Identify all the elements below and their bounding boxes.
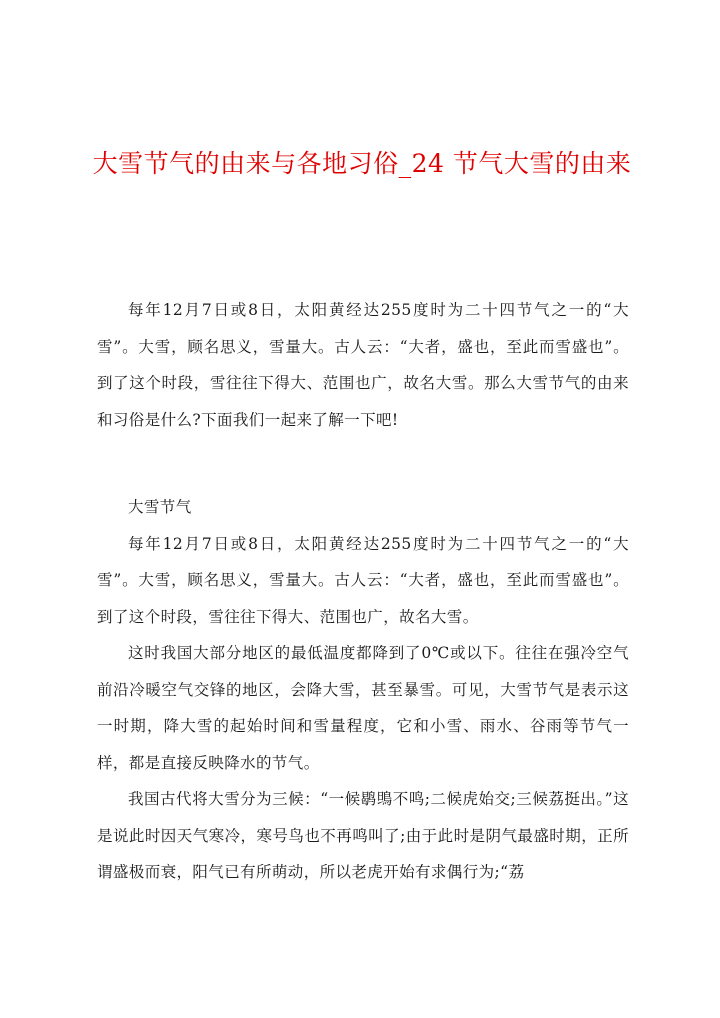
body-paragraph: 每年12月7日或8日，太阳黄经达255度时为二十四节气之一的“大雪”。大雪，顾名思义，雪量大。古人云：“大者，盛也，至此而雪盛也”。到了这个时段，雪往往下得大、范围也广，故名大雪。 bbox=[97, 534, 629, 626]
intro-paragraph: 每年12月7日或8日，太阳黄经达255度时为二十四节气之一的“大雪”。大雪，顾名思义，雪量大。古人云：“大者，盛也，至此而雪盛也”。到了这个时段，雪往往下得大、范围也广，故名大雪。那么大雪节气的由来和习俗是什么?下面我们一起来了解一下吧! bbox=[97, 301, 629, 429]
document-body bbox=[97, 292, 629, 891]
body-paragraph: 这时我国大部分地区的最低温度都降到了0℃或以下。往往在强冷空气前沿冷暖空气交锋的地区，会降大雪，甚至暴雪。可见，大雪节气是表示这一时期，降大雪的起始时间和雪量程度，它和小雪、雨水、谷雨等节气一样，都是直接反映降水的节气。 bbox=[97, 644, 629, 772]
paragraph-gap bbox=[97, 438, 629, 489]
section-heading: 大雪节气 bbox=[128, 498, 192, 516]
body-paragraph: 我国古代将大雪分为三候：“一候鹖鴠不鸣;二候虎始交;三候荔挺出。”这是说此时因天气寒冷，寒号鸟也不再鸣叫了;由于此时是阴气最盛时期，正所谓盛极而衰，阳气已有所萌动，所以老虎开始有求偶行为;“荔 bbox=[97, 790, 629, 881]
document-title: 大雪节气的由来与各地习俗_24 节气大雪的由来 bbox=[92, 149, 632, 178]
